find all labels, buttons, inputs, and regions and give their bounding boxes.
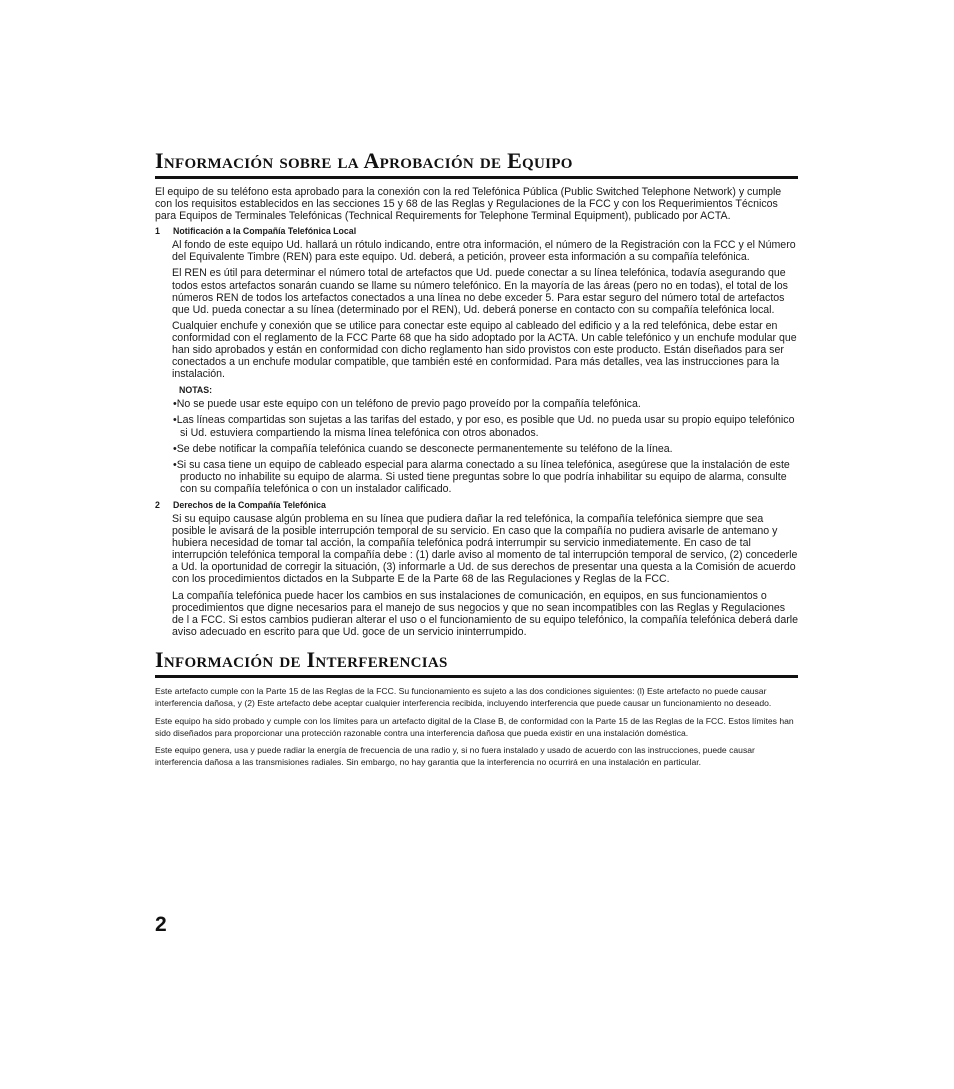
item-2-paragraph: Si su equipo causase algún problema en su línea que pudiera dañar la red telefónica, la compañía telefónica siempre que sea posible le avisará de la posible interrupción temporal de su servicio. En caso que la compañía no pudiera avisarle de antemano y hubiera necesidad de tomar tal acción, la compañía telefónica podrá interrumpir su servicio inmediatemente. En caso de tal interrupción telefónica temporal la compañía debe : (1) darle aviso al momento de tal interrupción temporal de servico, (2) concederle a Ud. la oportunidad de corregir la situación, (3) informarle a Ud. de sus derechos de presentar una questa a la Comisión de acuerdo con los procedimientos dictados en la Subparte E de la Parte 68 de las Regulaciones y Reglas de la FCC. (172, 512, 798, 586)
interference-section (155, 645, 798, 769)
item-1-title: Notificación a la Compañía Telefónica Local (173, 226, 357, 237)
item-2-paragraph: La compañía telefónica puede hacer los cambios en sus instalaciones de comunicación, en equipos, en sus funcionamientos o procedimientos que digne necesarios para el manejo de sus negocios y que no sean incompatibles con las Reglas y Regulaciones de l a FCC. Si estos cambios pudieran alterar el uso o el funcionamiento de su equipo telefónico, la compañía telefónica deberá darle aviso adecuado en escrito para que Ud. goce de un servicio ininterrumpido. (172, 589, 798, 638)
interference-paragraph: Este equipo genera, usa y puede radiar la energía de frecuencia de una radio y, si no fuera instalado y usado de acuerdo con las instrucciones, puede causar interferencia dañosa a las transmisiones radiales. Sin embargo, no hay garantia que la interferencia no ocurrirá en una instalación en particular. (155, 745, 755, 768)
note-item: •Si su casa tiene un equipo de cableado especial para alarma conectado a su línea telefónica, asegúrese que la instalación de este producto no inhabilite su equipo de alarma. Si usted tiene preguntas sobre lo que podría inhabilitar su equipo de alarma, consulte con su compañía telefónica o con un instalador calificado. (173, 458, 790, 495)
interference-paragraph: Este artefacto cumple con la Parte 15 de las Reglas de la FCC. Su funcionamiento es sujeto a las dos condiciones siguientes: (l) Este artefacto no puede causar interferencia dañosa, y (2) Este artefacto debe aceptar cualquier interferencia recibida, incluyendo interferencia que puede causar un funcionamiento no deseado. (155, 685, 772, 709)
item-1-paragraph: El REN es útil para determinar el número total de artefactos que Ud. puede conectar a su línea telefónica, todavía asegurando que todos estos artefactos sonarán cuando se llame su número telefónico. En la mayoría de las áreas (pero no en todas), el total de los números REN de todos los artefactos conectados a una línea no debe exceder 5. Para estar seguro del número total de artefactos que Ud. pueda conectar a su línea (determinado por el REN), Ud. deberá ponerse en contacto con su compañía telefónica local. (172, 267, 788, 316)
page-number: 2 (155, 913, 167, 936)
item-2-number: 2 (155, 499, 160, 510)
section-title-equipment-approval: Información sobre la Aprobación de Equipo (155, 148, 573, 173)
item-1-heading (155, 225, 798, 237)
intro-paragraph: El equipo de su teléfono esta aprobado para la conexión con la red Telefónica Pública (Public Switched Telephone Network) y cumple con los requisitos establecidos en las secciones 15 y 68 de las Reglas y Regulaciones de la FCC y con los Requerimientos Técnicos para Equipos de Terminales Telefónicas (Technical Requirements for Telephone Terminal Equipment), publicado por ACTA. (155, 186, 782, 223)
page-content (155, 146, 798, 774)
section-title-interference: Información de Interferencias (155, 646, 448, 672)
item-1-paragraph: Cualquier enchufe y conexión que se utilice para conectar este equipo al cableado del edificio y a la red telefónica, debe estar en conformidad con el reglamento de la FCC Parte 68 que ha sido adoptado por la ACTA. Un cable telefónico y un enchufe modular que han sido aprobados y están en conformidad con dicho reglamento han sido provistos con este producto. Están diseñados para ser conectados a un enchufe modular compatible, que también esté en conformidad. Para más detalles, vea las instrucciones para la instalación. (172, 319, 797, 381)
note-item: •Las líneas compartidas son sujetas a las tarifas del estado, y por eso, es posible que Ud. no pueda usar su propio equipo telefónico si Ud. estuviera compartiendo la misma línea telefónica con otros abonados. (173, 414, 795, 439)
item-1-number: 1 (155, 226, 160, 237)
notes-label: NOTAS: (179, 385, 213, 396)
item-2-title: Derechos de la Compañía Telefónica (173, 499, 326, 510)
title-rule (155, 176, 798, 179)
item-1-paragraph: Al fondo de este equipo Ud. hallará un rótulo indicando, entre otra información, el número de la Registración con la FCC y el Número del Equivalente Timbre (REN) para este equipo. Ud. deberá, a petición, proveer esta información a su compañía telefónica. (172, 239, 796, 264)
note-item: •No se puede usar este equipo con un teléfono de previo pago proveído por la compañía telefónica. (173, 398, 641, 411)
note-item: •Se debe notificar la compañía telefónica cuando se desconecte permanentemente su teléfono de la línea. (173, 442, 673, 455)
title-rule (155, 675, 798, 678)
item-2-heading (155, 499, 798, 511)
interference-paragraph: Este equipo ha sido probado y cumple con los límites para un artefacto digital de la Clase B, de conformidad con la Parte 15 de las Reglas de la FCC. Estos límites han sido diseñados para proporcionar una protección razonable contra una interferencia dañosa que pueda existir en una instalación doméstica. (155, 715, 794, 738)
